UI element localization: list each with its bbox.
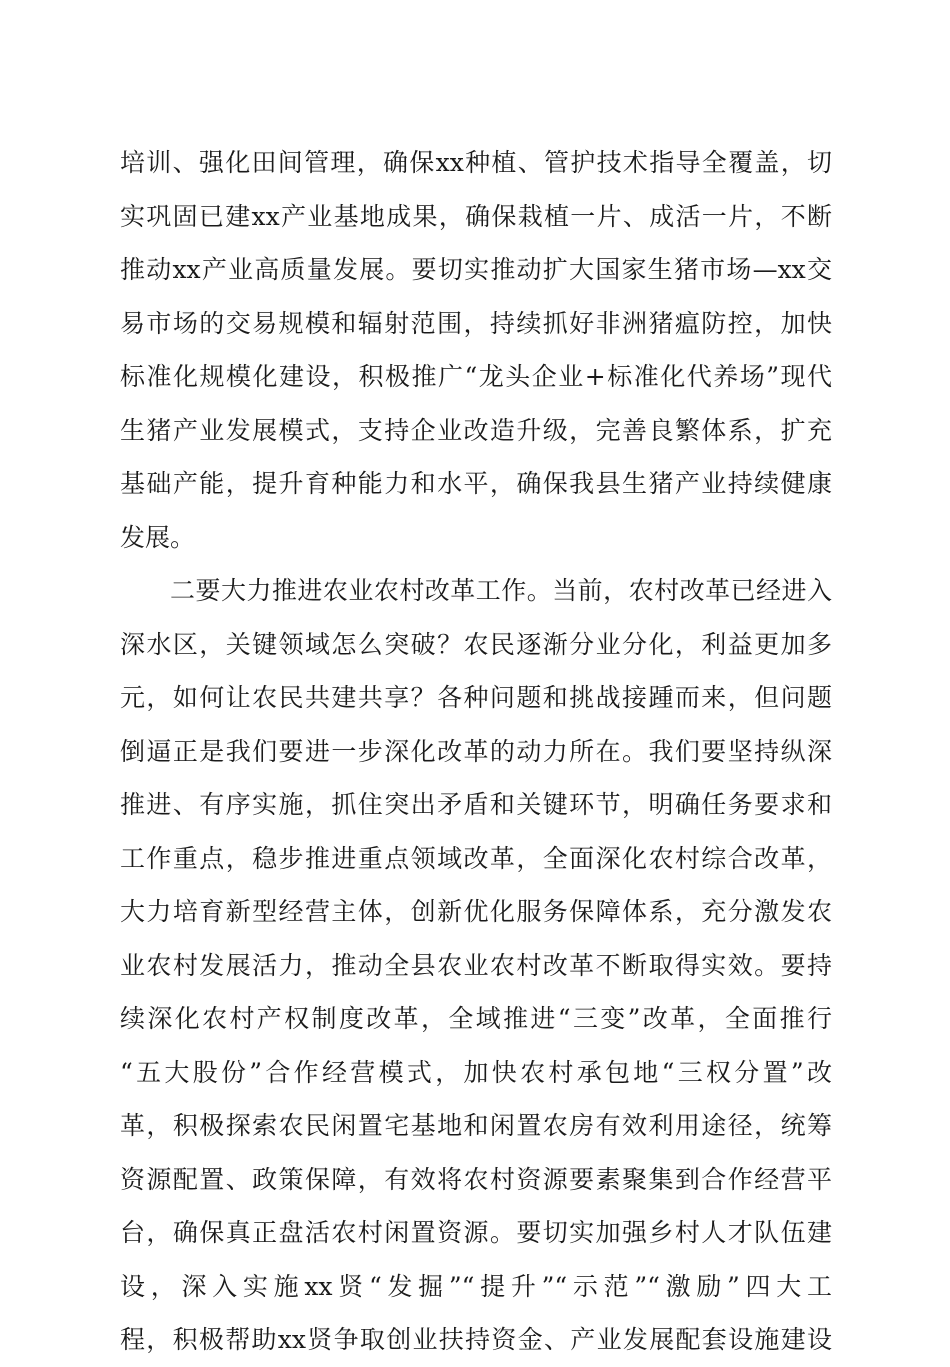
text-line: 资源配置、政策保障，有效将农村资源要素聚集到合作经营平 — [120, 1164, 832, 1194]
paragraph-start-line: 二要大力推进农业农村改革工作。当前，农村改革已经进入 — [170, 576, 832, 605]
text-line: 大力培育新型经营主体，创新优化服务保障体系，充分激发农 — [120, 897, 832, 926]
text-line: 元，如何让农民共建共享？各种问题和挑战接踵而来，但问题 — [120, 683, 832, 712]
text-line: 发展。 — [120, 522, 196, 552]
text-line: 易市场的交易规模和辐射范围，持续抓好非洲猪瘟防控，加快 — [120, 308, 832, 338]
text-line: 推进、有序实施，抓住突出矛盾和关键环节，明确任务要求和 — [120, 790, 832, 819]
text-line: 倒逼正是我们要进一步深化改革的动力所在。我们要坚持纵深 — [120, 736, 832, 766]
body-text — [120, 136, 832, 1367]
text-line: 培训、强化田间管理，确保xx种植、管护技术指导全覆盖，切 — [120, 148, 832, 177]
text-line: 设，深入实施xx贤“发掘”“提升”“示范”“激励”四大工 — [120, 1271, 832, 1301]
text-line: 业农村发展活力，推动全县农业农村改革不断取得实效。要持 — [120, 950, 832, 980]
text-line: 标准化规模化建设，积极推广“龙头企业+标准化代养场”现代 — [120, 362, 832, 391]
text-line: 续深化农村产权制度改革，全域推进“三变”改革，全面推行 — [120, 1004, 832, 1033]
text-line: “五大股份”合作经营模式，加快农村承包地“三权分置”改 — [120, 1057, 832, 1087]
text-line: 生猪产业发展模式，支持企业改造升级，完善良繁体系，扩充 — [120, 415, 832, 445]
text-line: 工作重点，稳步推进重点领域改革，全面深化农村综合改革， — [120, 843, 832, 873]
text-line: 推动xx产业高质量发展。要切实推动扩大国家生猪市场—xx交 — [120, 255, 832, 284]
text-line: 程，积极帮助xx贤争取创业扶持资金、产业发展配套设施建设 — [120, 1325, 832, 1354]
text-line: 台，确保真正盘活农村闲置资源。要切实加强乡村人才队伍建 — [120, 1218, 832, 1247]
text-line: 革，积极探索农民闲置宅基地和闲置农房有效利用途径，统筹 — [120, 1111, 832, 1140]
text-line: 基础产能，提升育种能力和水平，确保我县生猪产业持续健康 — [120, 469, 832, 498]
text-line: 实巩固已建xx产业基地成果，确保栽植一片、成活一片，不断 — [120, 201, 832, 231]
text-line: 深水区，关键领域怎么突破？农民逐渐分业分化，利益更加多 — [120, 629, 832, 659]
